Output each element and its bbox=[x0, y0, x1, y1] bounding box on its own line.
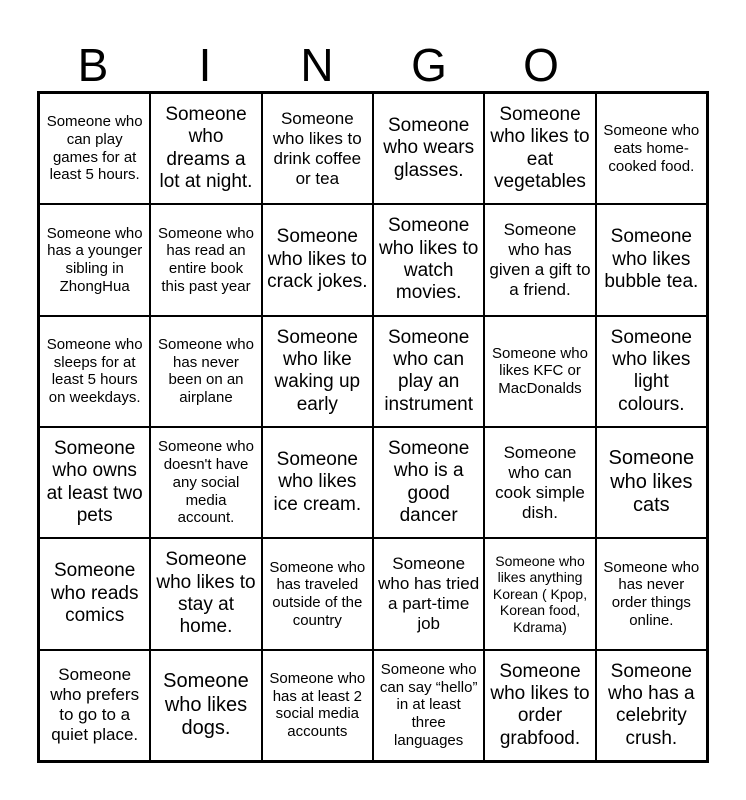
bingo-cell[interactable] bbox=[150, 316, 261, 427]
cell-text: Someone who owns at least two pets bbox=[46, 437, 143, 527]
bingo-header bbox=[37, 40, 709, 90]
bingo-cell[interactable] bbox=[596, 316, 707, 427]
bingo-cell[interactable] bbox=[373, 93, 484, 204]
cell-text: Someone who can say “hello” in at least three languages bbox=[379, 661, 478, 749]
cell-text: Someone who likes to eat vegetables bbox=[490, 103, 590, 193]
cell-text: Someone who has traveled outside of the country bbox=[269, 558, 366, 629]
header-letter-o: O bbox=[523, 39, 559, 91]
cell-text: Someone who has tried a part-time job bbox=[378, 553, 480, 634]
bingo-cell[interactable] bbox=[484, 650, 595, 761]
bingo-cell[interactable] bbox=[39, 427, 150, 538]
cell-text: Someone who like waking up early bbox=[274, 326, 361, 415]
cell-text: Someone who likes to crack jokes. bbox=[267, 226, 368, 293]
cell-text: Someone who has never order things online. bbox=[603, 558, 700, 629]
cell-text: Someone who reads comics bbox=[50, 560, 139, 627]
header-letter-n: N bbox=[300, 39, 334, 91]
cell-text: Someone who has never been on an airplane bbox=[158, 335, 254, 407]
bingo-card-grid bbox=[37, 91, 709, 763]
cell-text: Someone who can cook simple dish. bbox=[495, 442, 585, 522]
header-letter-b: B bbox=[77, 39, 109, 91]
cell-text: Someone who likes cats bbox=[608, 447, 695, 517]
cell-text: Someone who has a celebrity crush. bbox=[608, 660, 695, 749]
bingo-cell[interactable] bbox=[484, 204, 595, 315]
cell-text: Someone who likes KFC or MacDonalds bbox=[492, 344, 588, 398]
cell-text: Someone who is a good dancer bbox=[387, 437, 470, 527]
bingo-cell[interactable] bbox=[262, 204, 373, 315]
bingo-cell[interactable] bbox=[596, 427, 707, 538]
cell-text: Someone who can play games for at least 5 hours. bbox=[46, 113, 143, 184]
bingo-cell[interactable] bbox=[484, 427, 595, 538]
bingo-cell[interactable] bbox=[262, 93, 373, 204]
bingo-cell[interactable] bbox=[373, 650, 484, 761]
cell-text: Someone who likes to stay at home. bbox=[156, 549, 256, 638]
bingo-cell[interactable] bbox=[484, 316, 595, 427]
cell-text: Someone who has a younger sibling in ZhongHua bbox=[46, 224, 143, 295]
cell-text: Someone who likes anything Korean ( Kpop, Korean food, Kdrama) bbox=[492, 552, 588, 635]
bingo-cell[interactable] bbox=[262, 427, 373, 538]
cell-text: Someone who likes bubble tea. bbox=[604, 226, 699, 293]
header-letter-g: G bbox=[411, 39, 447, 91]
cell-text: Someone who has at least 2 social media accounts bbox=[269, 669, 366, 741]
bingo-cell[interactable] bbox=[262, 538, 373, 649]
bingo-cell[interactable] bbox=[373, 538, 484, 649]
cell-text: Someone who likes to drink coffee or tea bbox=[272, 108, 362, 188]
bingo-cell[interactable] bbox=[150, 427, 261, 538]
bingo-cell[interactable] bbox=[596, 93, 707, 204]
bingo-cell[interactable] bbox=[150, 93, 261, 204]
cell-text: Someone who likes to order grabfood. bbox=[490, 660, 590, 749]
bingo-cell[interactable] bbox=[596, 204, 707, 315]
bingo-cell[interactable] bbox=[262, 316, 373, 427]
bingo-cell[interactable] bbox=[39, 538, 150, 649]
bingo-cell[interactable] bbox=[262, 650, 373, 761]
cell-text: Someone who likes to watch movies. bbox=[379, 215, 479, 304]
cell-text: Someone who has given a gift to a friend. bbox=[489, 219, 591, 300]
bingo-cell[interactable] bbox=[150, 538, 261, 649]
cell-text: Someone who has read an entire book this past year bbox=[158, 224, 254, 295]
cell-text: Someone who can play an instrument bbox=[384, 326, 474, 415]
cell-text: Someone who likes light colours. bbox=[610, 326, 692, 415]
cell-text: Someone who dreams a lot at night. bbox=[159, 103, 253, 193]
bingo-cell[interactable] bbox=[373, 427, 484, 538]
cell-text: Someone who doesn't have any social media account. bbox=[158, 438, 254, 527]
bingo-cell[interactable] bbox=[484, 538, 595, 649]
bingo-cell[interactable] bbox=[150, 204, 261, 315]
bingo-cell[interactable] bbox=[39, 650, 150, 761]
cell-text: Someone who likes dogs. bbox=[163, 669, 249, 740]
bingo-cell[interactable] bbox=[373, 204, 484, 315]
cell-text: Someone who eats home-cooked food. bbox=[603, 122, 700, 175]
cell-text: Someone who prefers to go to a quiet place. bbox=[50, 665, 140, 745]
bingo-cell[interactable] bbox=[39, 316, 150, 427]
cell-text: Someone who wears glasses. bbox=[383, 115, 475, 181]
bingo-cell[interactable] bbox=[373, 316, 484, 427]
bingo-cell[interactable] bbox=[39, 93, 150, 204]
bingo-cell[interactable] bbox=[596, 650, 707, 761]
bingo-cell[interactable] bbox=[484, 93, 595, 204]
cell-text: Someone who sleeps for at least 5 hours on weekdays. bbox=[46, 335, 143, 407]
cell-text: Someone who likes ice cream. bbox=[273, 449, 362, 515]
bingo-cell[interactable] bbox=[596, 538, 707, 649]
header-letter-i: I bbox=[198, 39, 212, 91]
bingo-cell[interactable] bbox=[150, 650, 261, 761]
bingo-cell[interactable] bbox=[39, 204, 150, 315]
